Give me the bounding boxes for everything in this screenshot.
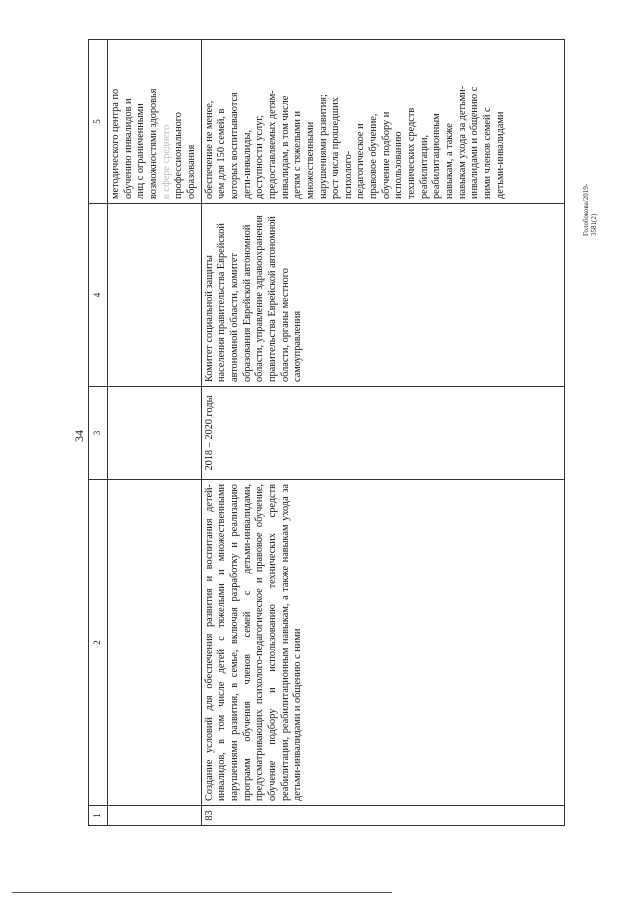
result-line: которых воспитываются — [228, 92, 240, 199]
cont-cell-1 — [108, 806, 202, 826]
result-line: реабилитации, — [418, 134, 430, 199]
measure-description: Создание условий для обеспечения развития и воспитания детей-инвалидов, в том числе детей с тяжелыми и множественными нарушениями развития, в семье, включая разработку и реализацию программ обучения членов семей с детьми-инвалидами, предусматривающих психолого-педагогическое и правовое обучение, обучение подбору и использованию технических средств реабилитации, реабилитационным навыкам, а также навыкам ухода за детьми-инвалидами и общению с ними — [201, 480, 564, 806]
result-line: технических средств — [406, 107, 418, 199]
result-line: обучение подбору и — [380, 111, 392, 199]
result-line: нарушениями развития; — [317, 94, 329, 199]
cont-line: образования — [185, 144, 197, 199]
measures-table-wrapper — [88, 40, 565, 826]
result-line: использованию — [393, 131, 405, 199]
bottom-rule — [12, 892, 392, 893]
result-line: инвалидам, в том числе — [279, 95, 291, 199]
row-number: 83 — [201, 806, 564, 826]
table-header-row — [89, 40, 108, 826]
cont-line-faded: в сфере среднего — [160, 124, 172, 199]
result-line: чем для 150 семей, в — [216, 108, 228, 199]
result-line: доступности услуг, — [254, 115, 266, 199]
result-line: реабилитационным — [431, 113, 443, 199]
result-line: педагогическое и — [355, 123, 367, 199]
column-header-4: 4 — [89, 204, 108, 387]
column-header-3: 3 — [89, 387, 108, 480]
result-line: навыкам, а также — [444, 123, 456, 199]
result-line: навыкам ухода за детьми- — [456, 85, 468, 199]
document-code: Голобокова/2019-3581(2) — [582, 183, 598, 236]
cont-line: обучению инвалидов и — [122, 98, 134, 199]
result-line: инвалидами и общению с — [469, 86, 481, 199]
table-row-83 — [201, 40, 564, 826]
cont-cell-2 — [108, 480, 202, 806]
result-line: предоставляемых детям- — [266, 90, 278, 199]
cont-cell-3 — [108, 387, 202, 480]
result-line: психолого- — [342, 150, 354, 199]
cont-line: методического центра по — [110, 88, 121, 199]
result-line: ними членов семей с — [482, 107, 494, 199]
implementation-period: 2018 – 2020 годы — [201, 387, 564, 480]
table-row-continuation — [108, 40, 202, 826]
result-line: детьми-инвалидами — [494, 111, 506, 199]
measures-table — [88, 39, 565, 826]
column-header-2: 2 — [89, 480, 108, 806]
result-line: правовое обучение, — [368, 113, 380, 199]
cont-line: лиц с ограниченными — [135, 103, 147, 199]
result-line: обеспечение не менее, — [203, 100, 215, 199]
cont-line: профессионального — [173, 112, 185, 199]
expected-result — [201, 40, 564, 204]
result-line: рост числа прошедших — [330, 97, 342, 199]
column-header-5: 5 — [89, 40, 108, 204]
cont-line: возможностями здоровья — [147, 88, 159, 199]
result-line: дети-инвалиды, — [241, 129, 253, 199]
column-header-1: 1 — [89, 806, 108, 826]
result-line: детям с тяжелыми и — [292, 111, 304, 199]
cont-cell-4 — [108, 204, 202, 387]
cont-cell-result — [108, 40, 202, 204]
result-line: множественными — [304, 121, 316, 199]
page-number: 34 — [72, 430, 86, 442]
responsible-executors: Комитет социальной защиты населения правительства Еврейской автономной области, комитет образования Еврейской автономной области, управление здравоохранения правительства Еврейской автономной области, органы местного самоуправления — [201, 204, 564, 387]
